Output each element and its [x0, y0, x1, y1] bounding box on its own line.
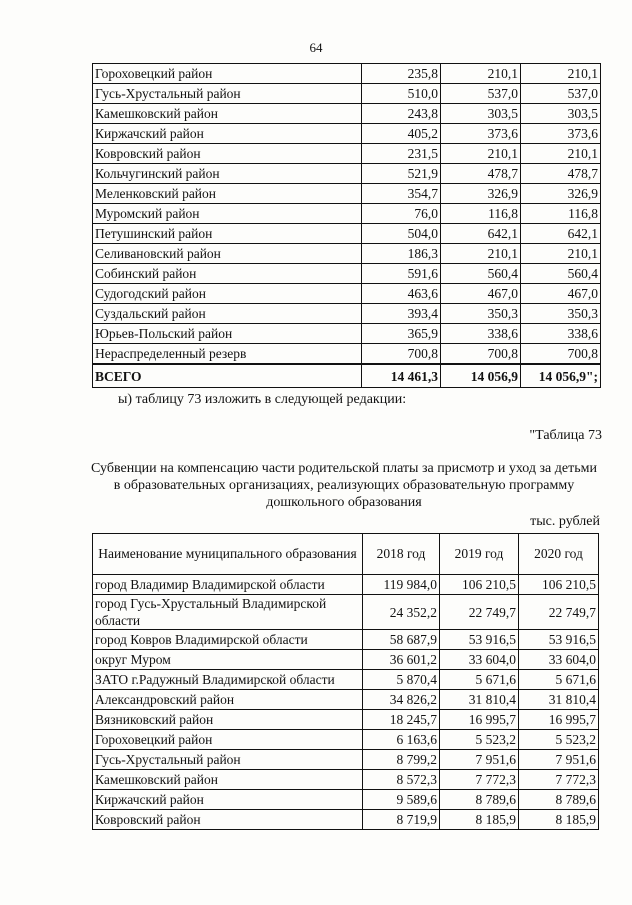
row-label: Юрьев-Польский район — [93, 324, 362, 344]
table-row — [93, 730, 599, 750]
row-value: 18 245,7 — [363, 710, 440, 730]
row-label: город Ковров Владимирской области — [93, 630, 363, 650]
units-label: тыс. рублей — [530, 514, 600, 529]
row-value: 6 163,6 — [363, 730, 440, 750]
row-label: Кольчугинский район — [93, 164, 362, 184]
table-row — [93, 284, 601, 304]
table-row — [93, 344, 601, 365]
total-row — [93, 364, 601, 388]
table-row — [93, 650, 599, 670]
row-label: город Владимир Владимирской области — [93, 575, 363, 595]
row-value: 31 810,4 — [440, 690, 519, 710]
table-row — [93, 264, 601, 284]
row-label: Камешковский район — [93, 104, 362, 124]
row-value: 350,3 — [441, 304, 521, 324]
row-value: 16 995,7 — [440, 710, 519, 730]
row-value: 365,9 — [362, 324, 441, 344]
row-value: 373,6 — [441, 124, 521, 144]
row-value: 405,2 — [362, 124, 441, 144]
row-value: 5 523,2 — [440, 730, 519, 750]
row-label: Гороховецкий район — [93, 64, 362, 84]
table-row — [93, 670, 599, 690]
row-value: 22 749,7 — [519, 595, 599, 630]
row-value: 642,1 — [521, 224, 601, 244]
row-value: 5 671,6 — [519, 670, 599, 690]
total-value: 14 461,3 — [362, 364, 441, 388]
row-value: 478,7 — [441, 164, 521, 184]
table-row — [93, 790, 599, 810]
row-value: 106 210,5 — [519, 575, 599, 595]
row-value: 7 951,6 — [440, 750, 519, 770]
amendment-paragraph: ы) таблицу 73 изложить в следующей редакции: — [118, 392, 407, 407]
row-label: город Гусь-Хрустальный Владимирской области — [93, 595, 363, 630]
row-value: 243,8 — [362, 104, 441, 124]
table-row — [93, 184, 601, 204]
row-value: 5 523,2 — [519, 730, 599, 750]
table-row — [93, 204, 601, 224]
row-value: 119 984,0 — [363, 575, 440, 595]
row-value: 53 916,5 — [440, 630, 519, 650]
row-value: 350,3 — [521, 304, 601, 324]
row-value: 373,6 — [521, 124, 601, 144]
table-row — [93, 690, 599, 710]
table-row — [93, 304, 601, 324]
row-value: 560,4 — [521, 264, 601, 284]
row-label: округ Муром — [93, 650, 363, 670]
row-label: Петушинский район — [93, 224, 362, 244]
total-label: ВСЕГО — [93, 364, 362, 388]
row-label: Муромский район — [93, 204, 362, 224]
budget-table-continued — [92, 63, 601, 388]
row-value: 700,8 — [521, 344, 601, 365]
header-2019: 2019 год — [440, 534, 519, 575]
row-value: 510,0 — [362, 84, 441, 104]
row-label: Меленковский район — [93, 184, 362, 204]
row-label: Ковровский район — [93, 810, 363, 830]
row-value: 8 719,9 — [363, 810, 440, 830]
row-value: 700,8 — [362, 344, 441, 365]
table-row — [93, 104, 601, 124]
row-value: 7 951,6 — [519, 750, 599, 770]
row-value: 504,0 — [362, 224, 441, 244]
table-row — [93, 124, 601, 144]
row-value: 58 687,9 — [363, 630, 440, 650]
row-value: 467,0 — [521, 284, 601, 304]
row-label: ЗАТО г.Радужный Владимирской области — [93, 670, 363, 690]
row-value: 210,1 — [441, 64, 521, 84]
row-value: 7 772,3 — [519, 770, 599, 790]
table-row — [93, 750, 599, 770]
row-value: 33 604,0 — [519, 650, 599, 670]
row-value: 210,1 — [441, 244, 521, 264]
row-value: 303,5 — [521, 104, 601, 124]
row-value: 642,1 — [441, 224, 521, 244]
row-value: 521,9 — [362, 164, 441, 184]
header-2018: 2018 год — [363, 534, 440, 575]
row-value: 34 826,2 — [363, 690, 440, 710]
row-value: 478,7 — [521, 164, 601, 184]
row-label: Судогодский район — [93, 284, 362, 304]
row-value: 354,7 — [362, 184, 441, 204]
table-row — [93, 770, 599, 790]
row-value: 8 572,3 — [363, 770, 440, 790]
table-caption: Субвенции на компенсацию части родительской платы за присмотр и уход за детьми в образовательных организациях, реализующих образовательную программу дошкольного образования — [91, 461, 597, 510]
row-value: 8 185,9 — [440, 810, 519, 830]
row-value: 560,4 — [441, 264, 521, 284]
row-value: 5 870,4 — [363, 670, 440, 690]
row-label: Киржачский район — [93, 790, 363, 810]
table-row — [93, 244, 601, 264]
row-value: 210,1 — [521, 144, 601, 164]
row-value: 33 604,0 — [440, 650, 519, 670]
row-value: 8 789,6 — [519, 790, 599, 810]
row-label: Александровский район — [93, 690, 363, 710]
total-value: 14 056,9"; — [521, 364, 601, 388]
page-number: 64 — [309, 40, 323, 55]
row-value: 210,1 — [441, 144, 521, 164]
row-value: 31 810,4 — [519, 690, 599, 710]
table-row — [93, 710, 599, 730]
row-value: 467,0 — [441, 284, 521, 304]
row-label: Селивановский район — [93, 244, 362, 264]
row-label: Гусь-Хрустальный район — [93, 750, 363, 770]
row-value: 106 210,5 — [440, 575, 519, 595]
total-value: 14 056,9 — [441, 364, 521, 388]
row-value: 7 772,3 — [440, 770, 519, 790]
row-value: 8 799,2 — [363, 750, 440, 770]
row-value: 235,8 — [362, 64, 441, 84]
subvention-table — [92, 533, 599, 830]
row-value: 537,0 — [441, 84, 521, 104]
row-label: Нераспределенный резерв — [93, 344, 362, 365]
table-row — [93, 144, 601, 164]
row-value: 326,9 — [441, 184, 521, 204]
row-value: 116,8 — [441, 204, 521, 224]
row-label: Вязниковский район — [93, 710, 363, 730]
row-value: 186,3 — [362, 244, 441, 264]
row-value: 303,5 — [441, 104, 521, 124]
row-value: 338,6 — [521, 324, 601, 344]
row-value: 231,5 — [362, 144, 441, 164]
row-value: 9 589,6 — [363, 790, 440, 810]
table-row — [93, 324, 601, 344]
table-row — [93, 630, 599, 650]
row-value: 76,0 — [362, 204, 441, 224]
table-row — [93, 164, 601, 184]
table-row — [93, 810, 599, 830]
row-value: 24 352,2 — [363, 595, 440, 630]
row-value: 591,6 — [362, 264, 441, 284]
row-value: 8 789,6 — [440, 790, 519, 810]
row-value: 338,6 — [441, 324, 521, 344]
header-2020: 2020 год — [519, 534, 599, 575]
row-value: 393,4 — [362, 304, 441, 324]
row-value: 16 995,7 — [519, 710, 599, 730]
row-value: 210,1 — [521, 244, 601, 264]
header-municipality: Наименование муниципального образования — [93, 534, 363, 575]
row-value: 700,8 — [441, 344, 521, 365]
row-value: 53 916,5 — [519, 630, 599, 650]
row-label: Гусь-Хрустальный район — [93, 84, 362, 104]
row-value: 326,9 — [521, 184, 601, 204]
row-label: Камешковский район — [93, 770, 363, 790]
row-label: Киржачский район — [93, 124, 362, 144]
table-row — [93, 64, 601, 84]
table-row — [93, 595, 599, 630]
table-row — [93, 84, 601, 104]
row-label: Гороховецкий район — [93, 730, 363, 750]
row-value: 537,0 — [521, 84, 601, 104]
row-label: Ковровский район — [93, 144, 362, 164]
table-row — [93, 224, 601, 244]
row-value: 5 671,6 — [440, 670, 519, 690]
row-value: 22 749,7 — [440, 595, 519, 630]
row-value: 210,1 — [521, 64, 601, 84]
row-label: Суздальский район — [93, 304, 362, 324]
row-value: 463,6 — [362, 284, 441, 304]
table-number: "Таблица 73 — [529, 428, 602, 443]
table-header-row — [93, 534, 599, 575]
table-row — [93, 575, 599, 595]
row-value: 116,8 — [521, 204, 601, 224]
row-value: 8 185,9 — [519, 810, 599, 830]
row-label: Собинский район — [93, 264, 362, 284]
row-value: 36 601,2 — [363, 650, 440, 670]
